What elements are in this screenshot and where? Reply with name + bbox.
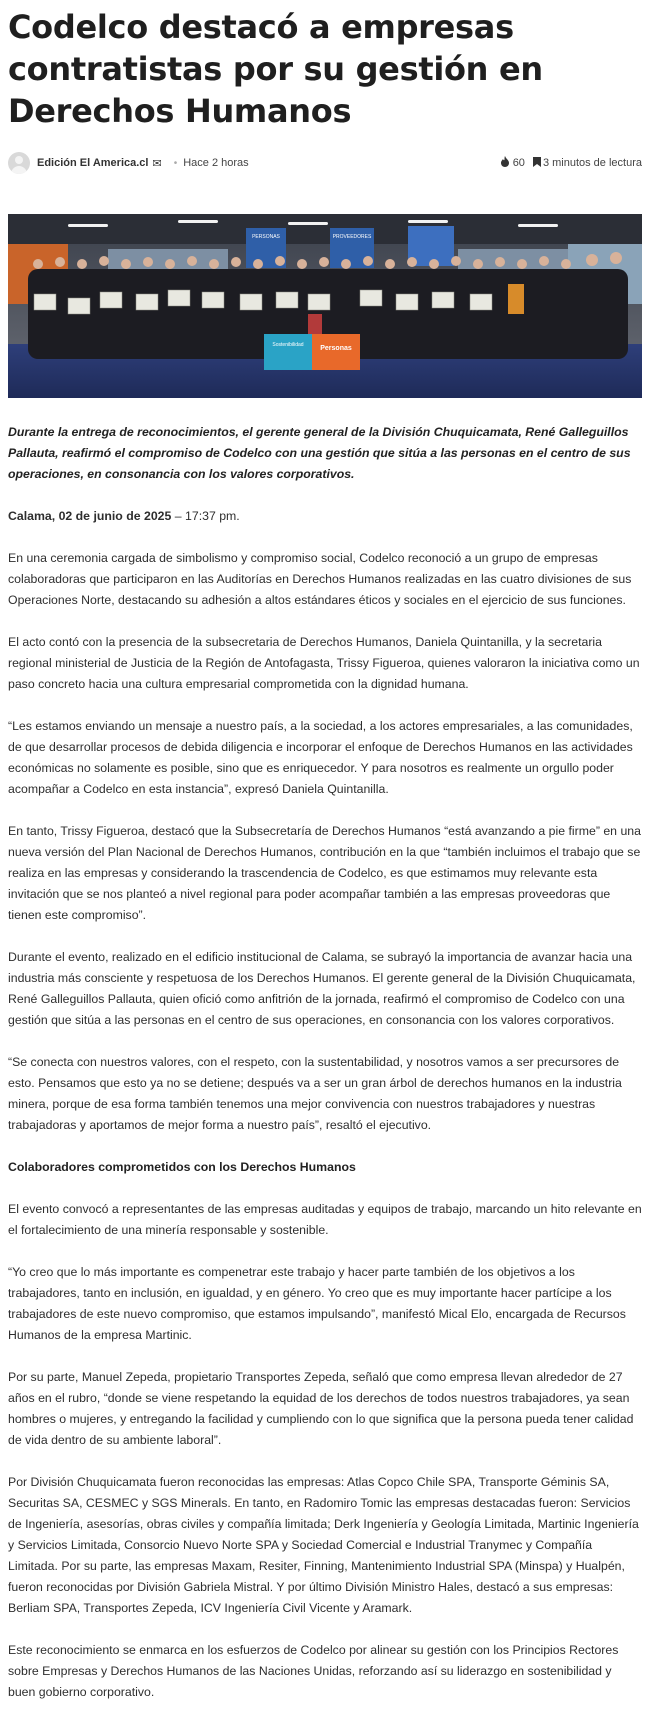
author-avatar[interactable] [8,152,30,174]
lead-paragraph: Durante la entrega de reconocimientos, el gerente general de la División Chuquicamata, René Galleguillos Pallauta, reafirmó el compromiso de Codelco con una gestión que sitúa a las personas en el centro de sus operaciones, en consonancia con los valores corporativos. [8,425,631,481]
paragraph: En tanto, Trissy Figueroa, destacó que la Subsecretaría de Derechos Humanos “está avanzando a pie firme” en una nueva versión del Plan Nacional de Derechos Humanos, contribución en la que “también incluimos el trabajo que se realiza en las empresas y considerando la trascendencia de Codelco, es que estimamos muy relevante esta invitación que se nos planteó a nivel regional para poder acompañar también a las empresas proveedoras que tienen este compromiso”. [8,824,641,922]
envelope-icon[interactable]: ✉ [152,157,162,170]
dateline [8,506,642,527]
paragraph: “Yo creo que lo más importante es compenetrar este trabajo y hacer parte también de los objetivos a los trabajadores, tanto en inclusión, en igualdad, y en género. Yo creo que es muy importante hacer partícipe a los trabajadores de este nuevo compromiso, que estamos impulsando”, manifestó Mical Elo, encargada de Recursos Humanos de la empresa Martinic. [8,1265,626,1342]
paragraph: En una ceremonia cargada de simbolismo y compromiso social, Codelco reconoció a un grupo de empresas colaboradoras que participaron en las Auditorías en Derechos Humanos realizadas en las cuatro divisiones de sus Operaciones Norte, destacando su adhesión a altos estándares éticos y sociales en el ejercicio de sus funciones. [8,551,632,607]
sign-sostenibilidad: Sostenibilidad [272,342,304,348]
publish-time: Hace 2 horas [183,157,249,169]
paragraph: Por su parte, Manuel Zepeda, propietario Transportes Zepeda, señaló que como empresa llevan alrededor de 27 años en el rubro, “donde se viene respetando la equidad de los derechos de todos nuestros trabajadores, ya sean hombres o mujeres, y entregando la facilidad y cumpliendo con lo que significa que la persona pueda tener calidad de vida dentro de su ambiente laboral”. [8,1370,634,1447]
paragraph: “Se conecta con nuestros valores, con el respeto, con la sustentabilidad, y nosotros vamos a ser precursores de esto. Pensamos que esto ya no se detiene; después va a ser un gran árbol de derechos humanos en la industria minera, porque de esa forma también tenemos una mejor convivencia con nuestros trabajadores y nuestras trabajadoras y aportamos de mejor forma a nuestro país”, resaltó el ejecutivo. [8,1055,622,1132]
article-meta [8,150,642,176]
banner-proveedores: PROVEEDORES [332,234,372,240]
read-time: 3 minutos de lectura [542,157,642,169]
flame-icon [500,156,510,170]
sign-personas: Personas [320,345,352,352]
paragraph: El evento convocó a representantes de las empresas auditadas y equipos de trabajo, marcando un hito relevante en el fortalecimiento de una minería responsable y sostenible. [8,1202,642,1237]
bookmark-icon [533,157,541,170]
article-stats [500,156,642,170]
article-title: Codelco destacó a empresas contratistas por su gestión en Derechos Humanos [8,8,543,130]
dateline-time: – 17:37 pm. [171,509,240,523]
paragraph: Por División Chuquicamata fueron reconocidas las empresas: Atlas Copco Chile SPA, Transporte Géminis SA, Securitas SA, CESMEC y SGS Minerals. En tanto, en Radomiro Tomic las empresas destacadas fueron: Servicios de Ingeniería, asesorías, obras civiles y compañía limitada; Derk Ingeniería y Geología Limitada, Martinic Ingeniería y Servicios Limitada, Consorcio Nuevo Norte SPA y Sociedad Comercial e Industrial Tranymec y Compañía Limitada. Por su parte, las empresas Maxam, Resiter, Finning, Mantenimiento Industrial SPA (Minspa) y Hualpén, fueron reconocidas por División Gabriela Mistral. Y por último División Ministro Hales, destacó a sus empresas: Berliam SPA, Transportes Zepeda, ICV Ingeniería Civil Vicente y Aramark. [8,1475,639,1615]
paragraph: Durante el evento, realizado en el edificio institucional de Calama, se subrayó la importancia de avanzar hacia una industria más consciente y respetuosa de los Derechos Humanos. El gerente general de la División Chuquicamata, René Galleguillos Pallauta, quien ofició como anfitrión de la jornada, reafirmó el compromiso de Codelco con una gestión que sitúa a las personas en el centro de sus operaciones, en consonancia con los valores corporativos. [8,950,636,1027]
banner-personas: PERSONAS [252,234,280,240]
paragraph: Este reconocimiento se enmarca en los esfuerzos de Codelco por alinear su gestión con los Principios Rectores sobre Empresas y Derechos Humanos de las Naciones Unidas, reforzando así su liderazgo en sostenibilidad y buen gobierno corporativo. [8,1643,619,1699]
article [0,6,650,1703]
author-name[interactable]: Edición El America.cl [37,157,149,169]
dateline-place: Calama, 02 de junio de 2025 [8,509,172,523]
dot-separator: • [173,157,178,169]
paragraph: El acto contó con la presencia de la subsecretaria de Derechos Humanos, Daniela Quintanilla, y la secretaria regional ministerial de Justicia de la Región de Antofagasta, Trissy Figueroa, quienes valoraron la iniciativa como un paso concreto hacia una cultura empresarial comprometida con la dignidad humana. [8,635,640,691]
section-subheading: Colaboradores comprometidos con los Derechos Humanos [8,1160,356,1174]
view-count: 60 [512,157,525,169]
featured-photo [8,214,642,398]
paragraph: “Les estamos enviando un mensaje a nuestro país, a la sociedad, a los actores empresariales, a las comunidades, de que desarrollar procesos de debida diligencia e incorporar el enfoque de Derechos Humanos en las actividades económicas no solamente es posible, sino que es enriquecedor. Y para nosotros es realmente un orgullo poder acompañar a Codelco en esta instancia”, expresó Daniela Quintanilla. [8,719,633,796]
article-body [8,422,642,1703]
